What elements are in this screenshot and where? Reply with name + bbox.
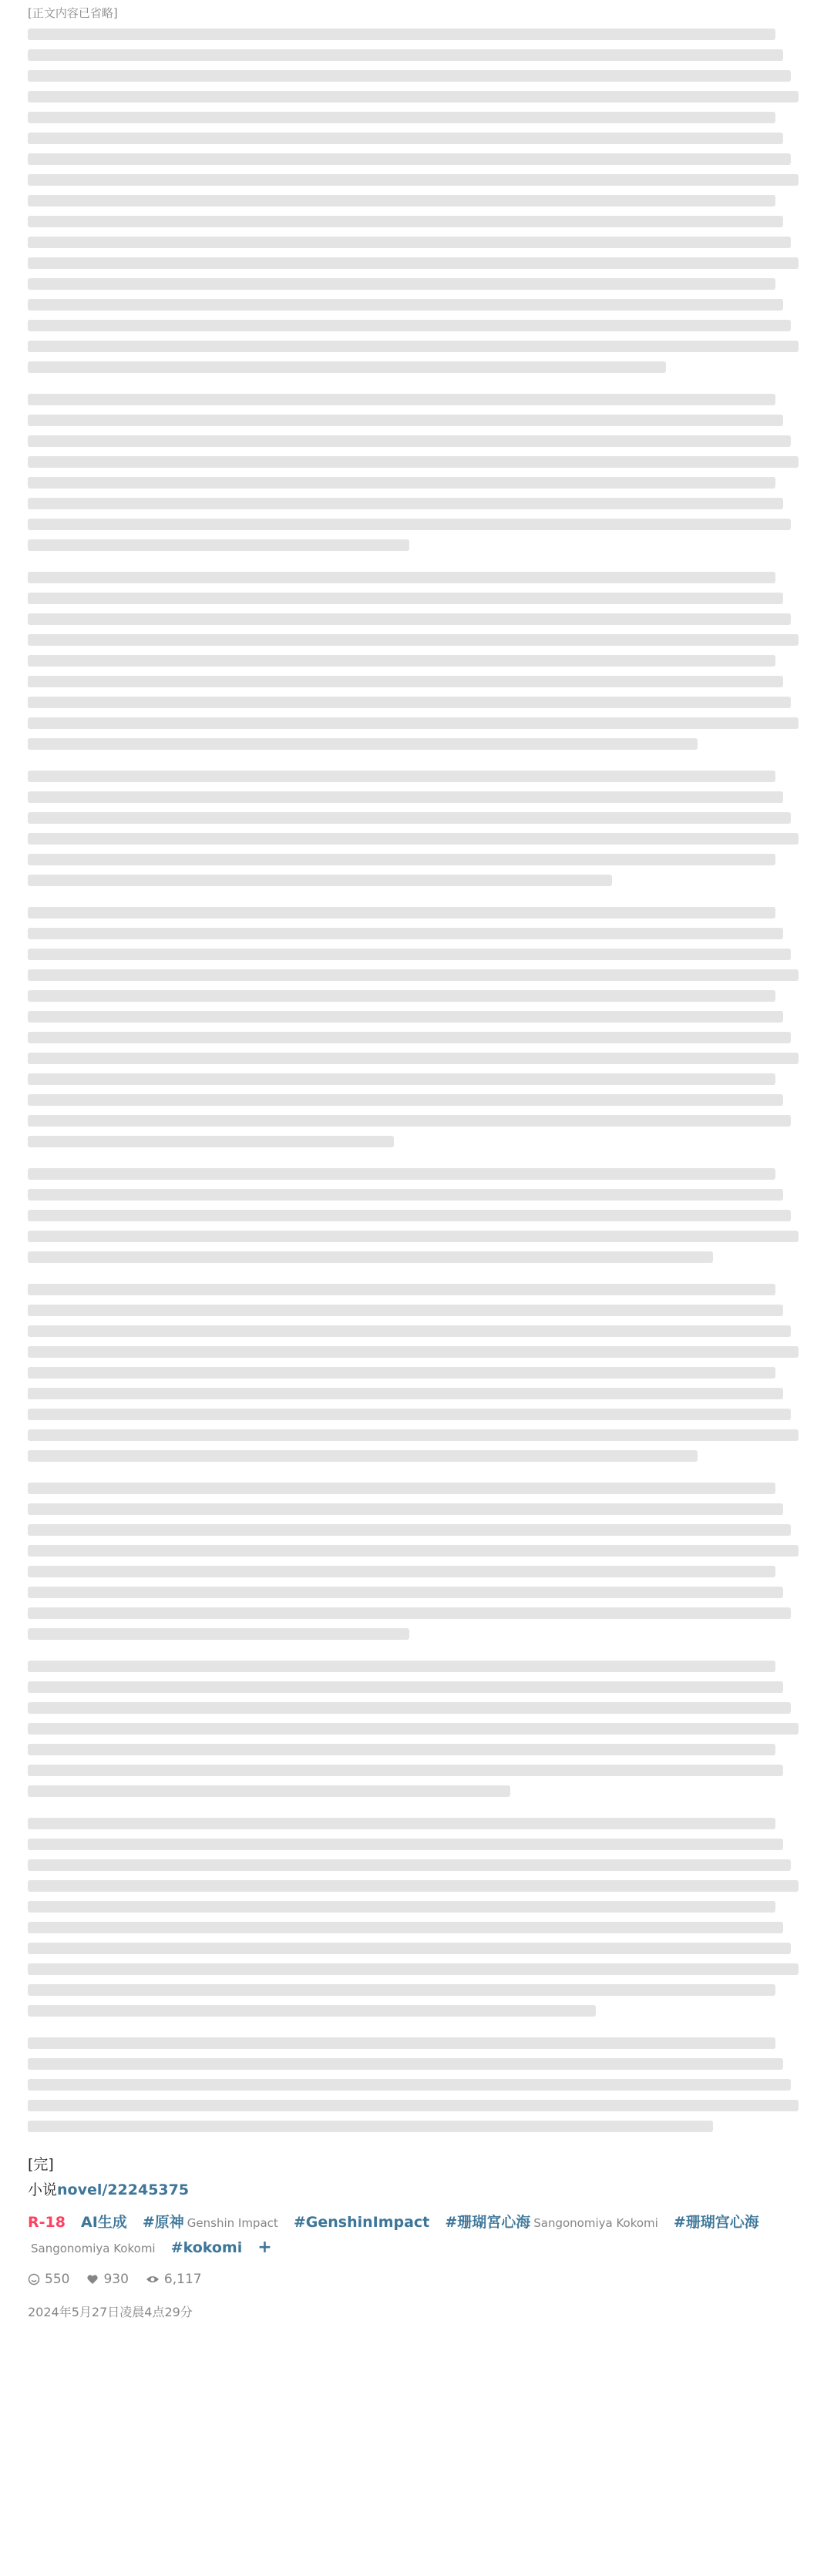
redacted-paragraph bbox=[28, 907, 806, 1147]
redacted-line bbox=[28, 907, 775, 919]
redacted-line bbox=[28, 435, 791, 447]
redacted-line bbox=[28, 498, 783, 509]
redacted-line bbox=[28, 1284, 775, 1295]
redacted-line bbox=[28, 1628, 409, 1640]
redacted-line bbox=[28, 1231, 799, 1242]
redacted-line bbox=[28, 519, 791, 530]
redacted-line bbox=[28, 70, 791, 82]
redacted-line bbox=[28, 2037, 775, 2049]
redacted-line bbox=[28, 133, 783, 144]
redacted-line bbox=[28, 1963, 799, 1975]
redacted-line bbox=[28, 1189, 783, 1201]
redacted-line bbox=[28, 1367, 775, 1379]
add-tag-button[interactable]: + bbox=[257, 2238, 272, 2257]
redacted-line bbox=[28, 2079, 791, 2091]
redacted-paragraph bbox=[28, 394, 806, 551]
redacted-line bbox=[28, 572, 775, 583]
redacted-line bbox=[28, 1346, 799, 1358]
redacted-line bbox=[28, 539, 409, 551]
redacted-line bbox=[28, 969, 799, 981]
redacted-paragraph bbox=[28, 1168, 806, 1263]
redacted-line bbox=[28, 1136, 394, 1147]
redacted-line bbox=[28, 153, 791, 165]
redacted-line bbox=[28, 1723, 799, 1735]
stats-row bbox=[28, 2272, 806, 2287]
tag[interactable]: #珊瑚宫心海Sangonomiya Kokomi bbox=[31, 2214, 759, 2255]
redacted-line bbox=[28, 195, 775, 207]
redacted-line bbox=[28, 1785, 510, 1797]
redacted-paragraph bbox=[28, 2037, 806, 2132]
eye-icon bbox=[146, 2273, 160, 2285]
redacted-line bbox=[28, 49, 783, 61]
tag[interactable]: #GenshinImpact bbox=[293, 2214, 430, 2231]
redacted-line bbox=[28, 456, 799, 468]
redacted-line bbox=[28, 1210, 791, 1221]
novel-content bbox=[28, 5, 806, 2320]
redacted-line bbox=[28, 697, 791, 708]
redacted-line bbox=[28, 676, 783, 687]
redacted-line bbox=[28, 771, 775, 782]
redacted-line bbox=[28, 1765, 783, 1776]
redacted-line bbox=[28, 394, 775, 405]
story-body-redacted bbox=[28, 29, 806, 2132]
redacted-line bbox=[28, 1073, 775, 1085]
redacted-line bbox=[28, 1325, 791, 1337]
redacted-line bbox=[28, 593, 783, 604]
redacted-line bbox=[28, 1503, 783, 1515]
tag-list bbox=[28, 2210, 806, 2261]
redacted-line bbox=[28, 1744, 775, 1755]
redacted-line bbox=[28, 928, 783, 939]
redacted-paragraph bbox=[28, 1661, 806, 1797]
redacted-line bbox=[28, 1168, 775, 1180]
redacted-line bbox=[28, 875, 612, 886]
redacted-line bbox=[28, 1011, 783, 1023]
novel-link[interactable]: novel/22245375 bbox=[57, 2181, 190, 2198]
redacted-line bbox=[28, 237, 791, 248]
redacted-line bbox=[28, 1566, 775, 1577]
redacted-line bbox=[28, 341, 799, 352]
tag[interactable]: AI生成 bbox=[81, 2214, 127, 2231]
redacted-line bbox=[28, 1115, 791, 1127]
redacted-line bbox=[28, 833, 799, 845]
redacted-line bbox=[28, 1818, 775, 1829]
redacted-line bbox=[28, 112, 775, 123]
like-icon bbox=[28, 2273, 40, 2285]
redacted-line bbox=[28, 1545, 799, 1557]
redacted-line bbox=[28, 1409, 791, 1420]
redacted-line bbox=[28, 1922, 783, 1933]
redacted-line bbox=[28, 2121, 713, 2132]
redacted-line bbox=[28, 1429, 799, 1441]
redacted-line bbox=[28, 29, 775, 40]
redacted-line bbox=[28, 361, 666, 373]
redacted-line bbox=[28, 216, 783, 227]
redacted-line bbox=[28, 257, 799, 269]
redacted-paragraph bbox=[28, 1284, 806, 1462]
heart-icon bbox=[86, 2273, 99, 2285]
tag[interactable]: R-18 bbox=[28, 2214, 66, 2231]
redacted-paragraph bbox=[28, 29, 806, 373]
publish-date: 2024年5月27日凌晨4点29分 bbox=[28, 2305, 193, 2319]
views-stat: 6,117 bbox=[146, 2272, 202, 2287]
redacted-line bbox=[28, 1943, 791, 1954]
redacted-line bbox=[28, 2100, 799, 2111]
redacted-line bbox=[28, 1859, 791, 1871]
redacted-line bbox=[28, 1450, 698, 1462]
redacted-line bbox=[28, 1839, 783, 1850]
redacted-line bbox=[28, 1053, 799, 1064]
redacted-line bbox=[28, 1305, 783, 1316]
redacted-line bbox=[28, 1702, 791, 1714]
redacted-line bbox=[28, 1094, 783, 1106]
redacted-line bbox=[28, 1984, 775, 1996]
redacted-line bbox=[28, 174, 799, 186]
redacted-line bbox=[28, 1661, 775, 1672]
redacted-line bbox=[28, 1388, 783, 1399]
redacted-line bbox=[28, 1483, 775, 1494]
content-omitted-notice: [正文内容已省略] bbox=[28, 6, 118, 20]
redacted-line bbox=[28, 1587, 783, 1598]
redacted-line bbox=[28, 655, 775, 667]
redacted-line bbox=[28, 1032, 791, 1043]
redacted-line bbox=[28, 477, 775, 489]
redacted-line bbox=[28, 1251, 713, 1263]
redacted-paragraph bbox=[28, 1818, 806, 2017]
bookmarks-stat: 930 bbox=[86, 2272, 128, 2287]
redacted-line bbox=[28, 854, 775, 865]
redacted-line bbox=[28, 320, 791, 331]
redacted-line bbox=[28, 278, 775, 290]
redacted-line bbox=[28, 299, 783, 311]
redacted-line bbox=[28, 2005, 596, 2017]
tag[interactable]: #珊瑚宮心海 Sangonomiya Kokomi bbox=[445, 2214, 658, 2231]
redacted-line bbox=[28, 791, 783, 803]
redacted-line bbox=[28, 415, 783, 426]
redacted-line bbox=[28, 1880, 799, 1892]
likes-stat: 550 bbox=[28, 2272, 69, 2287]
redacted-line bbox=[28, 812, 791, 824]
redacted-line bbox=[28, 2058, 783, 2070]
redacted-line bbox=[28, 1607, 791, 1619]
redacted-paragraph bbox=[28, 771, 806, 886]
redacted-line bbox=[28, 1901, 775, 1913]
novel-id-line bbox=[28, 2178, 806, 2199]
redacted-line bbox=[28, 1524, 791, 1536]
tag[interactable]: #原神 Genshin Impact bbox=[142, 2214, 278, 2231]
redacted-line bbox=[28, 634, 799, 646]
redacted-paragraph bbox=[28, 1483, 806, 1640]
redacted-line bbox=[28, 738, 698, 750]
redacted-line bbox=[28, 717, 799, 729]
redacted-line bbox=[28, 990, 775, 1002]
redacted-line bbox=[28, 1681, 783, 1693]
redacted-line bbox=[28, 613, 791, 625]
novel-prefix: 小说 bbox=[28, 2181, 58, 2198]
end-mark: [完] bbox=[28, 2156, 54, 2173]
tag[interactable]: #kokomi bbox=[170, 2239, 243, 2256]
redacted-line bbox=[28, 91, 799, 102]
redacted-line bbox=[28, 949, 791, 960]
redacted-paragraph bbox=[28, 572, 806, 750]
